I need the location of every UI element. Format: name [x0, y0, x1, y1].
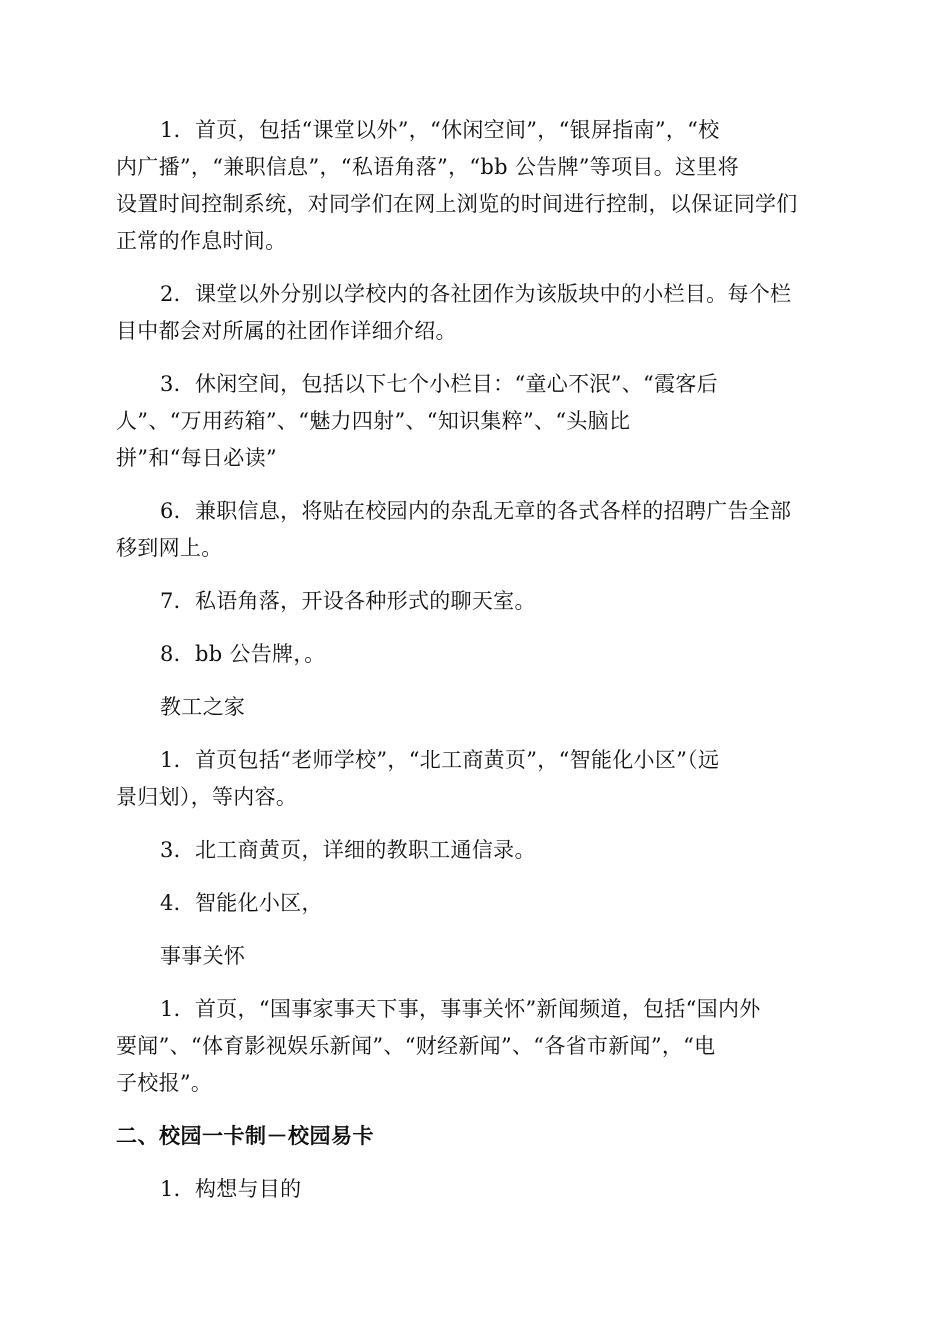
- text-line: 内广播”，“兼职信息”，“私语角落”，“bb 公告牌”等项目。这里将: [116, 155, 739, 179]
- text-line: 正常的作息时间。: [116, 229, 287, 253]
- text-line: 1．首页，“国事家事天下事，事事关怀”新闻频道，包括“国内外: [160, 997, 761, 1021]
- text-line: 拼”和“每日必读”: [116, 446, 277, 470]
- text-line: 人”、“万用药箱”、“魅力四射”、“知识集粹”、“头脑比: [116, 409, 631, 433]
- text-line: 4．智能化小区，: [160, 891, 323, 915]
- subheading-staff-home: [116, 689, 836, 726]
- subheading-care: [116, 938, 836, 975]
- paragraph-clubs: [116, 276, 836, 350]
- section-heading: 二、校园一卡制－校园易卡: [116, 1124, 374, 1148]
- text-line: 8．bb 公告牌，。: [160, 642, 326, 666]
- text-line: 1．首页包括“老师学校”，“北工商黄页”，“智能化小区”（远: [160, 748, 720, 772]
- document-page: [116, 112, 836, 1208]
- text-line: 事事关怀: [160, 944, 246, 968]
- paragraph-smart-community: [116, 885, 836, 922]
- paragraph-yellow-pages: [116, 832, 836, 869]
- paragraph-leisure: [116, 366, 836, 477]
- text-line: 教工之家: [160, 695, 246, 719]
- text-line: 2．课堂以外分别以学校内的各社团作为该版块中的小栏目。每个栏: [160, 282, 792, 306]
- text-line: 1．构想与目的: [160, 1177, 302, 1201]
- text-line: 景归划），等内容。: [116, 785, 298, 809]
- text-line: 移到网上。: [116, 536, 223, 560]
- text-line: 要闻”、“体育影视娱乐新闻”、“财经新闻”、“各省市新闻”，“电: [116, 1034, 716, 1058]
- paragraph-jobs: [116, 493, 836, 567]
- text-line: 3．休闲空间，包括以下七个小栏目：“童心不泯”、“霞客后: [160, 372, 718, 396]
- paragraph-concept: [116, 1171, 836, 1208]
- text-line: 6．兼职信息，将贴在校园内的杂乱无章的各式各样的招聘广告全部: [160, 499, 792, 523]
- paragraph-chat: [116, 583, 836, 620]
- text-line: 设置时间控制系统，对同学们在网上浏览的时间进行控制，以保证同学们: [116, 192, 798, 216]
- paragraph-bb: [116, 636, 836, 673]
- text-line: 1．首页，包括“课堂以外”，“休闲空间”，“银屏指南”，“校: [160, 118, 720, 142]
- text-line: 7．私语角落，开设各种形式的聊天室。: [160, 589, 536, 613]
- paragraph-homepage: [116, 112, 836, 260]
- paragraph-news: [116, 991, 836, 1102]
- text-line: 目中都会对所属的社团作详细介绍。: [116, 319, 457, 343]
- text-line: 子校报”。: [116, 1071, 213, 1095]
- text-line: 3．北工商黄页，详细的教职工通信录。: [160, 838, 536, 862]
- paragraph-staff-homepage: [116, 742, 836, 816]
